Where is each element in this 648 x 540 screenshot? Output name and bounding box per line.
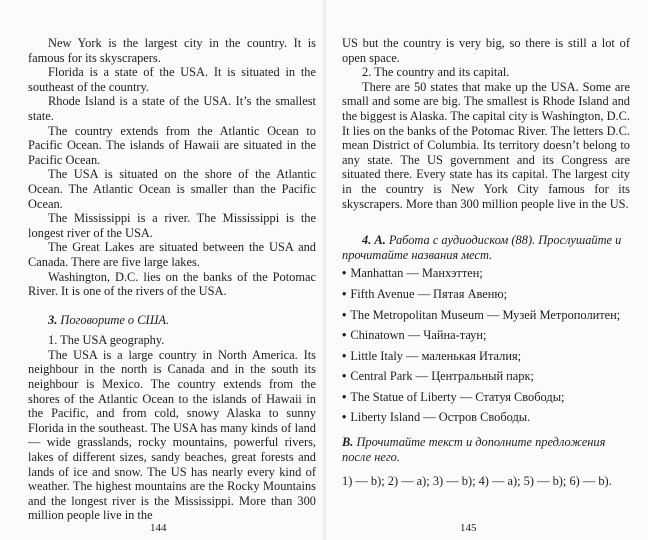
paragraph: The Great Lakes are situated between the USA and Canada. There are five large lakes. [28,240,316,269]
page-number: 144 [150,522,167,534]
list-item: • The Statue of Liberty — Статуя Свободы; [342,389,565,404]
list-item: • Manhattan — Манхэттен; [342,266,483,281]
subheading: 2. The country and its capital. [362,65,510,80]
paragraph: There are 50 states that make up the USA. Some are small and some are big. The smallest is Rhode Island and the biggest is Alaska. The capital city is Washington, D.C. It lies on the banks of the Potomac River. The letters D.C. mean District of Columbia. Its territory doesn’t belong to any state. The US government and its Congress are situated there. Every state has its capital. The largest city in the country is New York City famous for its skyscrapers. More than 300 million people live in the US. [342,79,630,211]
subheading: 1. The USA geography. [48,333,165,348]
answer-key: 1) — b); 2) — a); 3) — b); 4) — a); 5) — b); 6) — b). [342,474,612,489]
exercise-title: Работа с аудиодиском (88). Прослушайте и прочитайте названия мест. [342,233,622,262]
list-item: • Central Park — Центральный парк; [342,369,534,384]
exercise-4-heading [342,233,630,262]
places-list [342,266,630,425]
right-page [326,0,648,540]
paragraph: Florida is a state of the USA. It is situated in the southeast of the country. [28,65,316,94]
paragraph: The Mississippi is a river. The Mississippi is the longest river of the USA. [28,211,316,240]
exercise-b-heading [342,435,630,464]
exercise-label: 4. А. [362,233,386,248]
paragraph: Washington, D.C. lies on the banks of the Potomac River. It is one of the rivers of the USA. [28,269,316,299]
list-item: • The Metropolitan Museum — Музей Метрополитен; [342,307,621,322]
exercise-title: Поговорите о США. [60,312,170,327]
paragraph: New York is the largest city in the country. It is famous for its skyscrapers. [28,36,316,65]
paragraph: The USA is situated on the shore of the Atlantic Ocean. The Atlantic Ocean is smaller than the Pacific Ocean. [28,167,316,211]
paragraph: Rhode Island is a state of the USA. It’s the smallest state. [28,94,316,123]
exercise-number: 3. [48,312,58,327]
list-item: • Chinatown — Чайна-таун; [342,328,487,343]
list-item: • Fifth Avenue — Пятая Авеню; [342,286,508,301]
exercise-label: В. [342,435,354,450]
exercise-title: Прочитайте текст и дополните предложения после него. [342,435,606,464]
list-item: • Liberty Island — Остров Свободы. [342,410,531,425]
list-item: • Little Italy — маленькая Италия; [342,348,522,363]
exercise-3-heading [28,313,316,328]
paragraph: The USA is a large country in North America. Its neighbour in the north is Canada and in the south its neighbour is Mexico. The country extends from the shores of the Atlantic Ocean to the islands of Hawaii in the Pacific, and from cold, snowy Alaska to sunny Florida in the southeast. The USA has many kinds of land — wide grasslands, rocky mountains, powerful rivers, lakes of different sizes, sandy beaches, great forests and lands of ice and snow. The US has nearly every kind of weather. The highest mountains are the Rocky Mountains and the longest river is the Mississippi. More than 300 million people live in the [28,347,316,523]
page-number: 145 [460,522,477,534]
paragraph: The country extends from the Atlantic Ocean to Pacific Ocean. The islands of Hawaii are situated in the Pacific Ocean. [28,123,316,167]
paragraph: US but the country is very big, so there is still a lot of open space. [342,36,630,65]
